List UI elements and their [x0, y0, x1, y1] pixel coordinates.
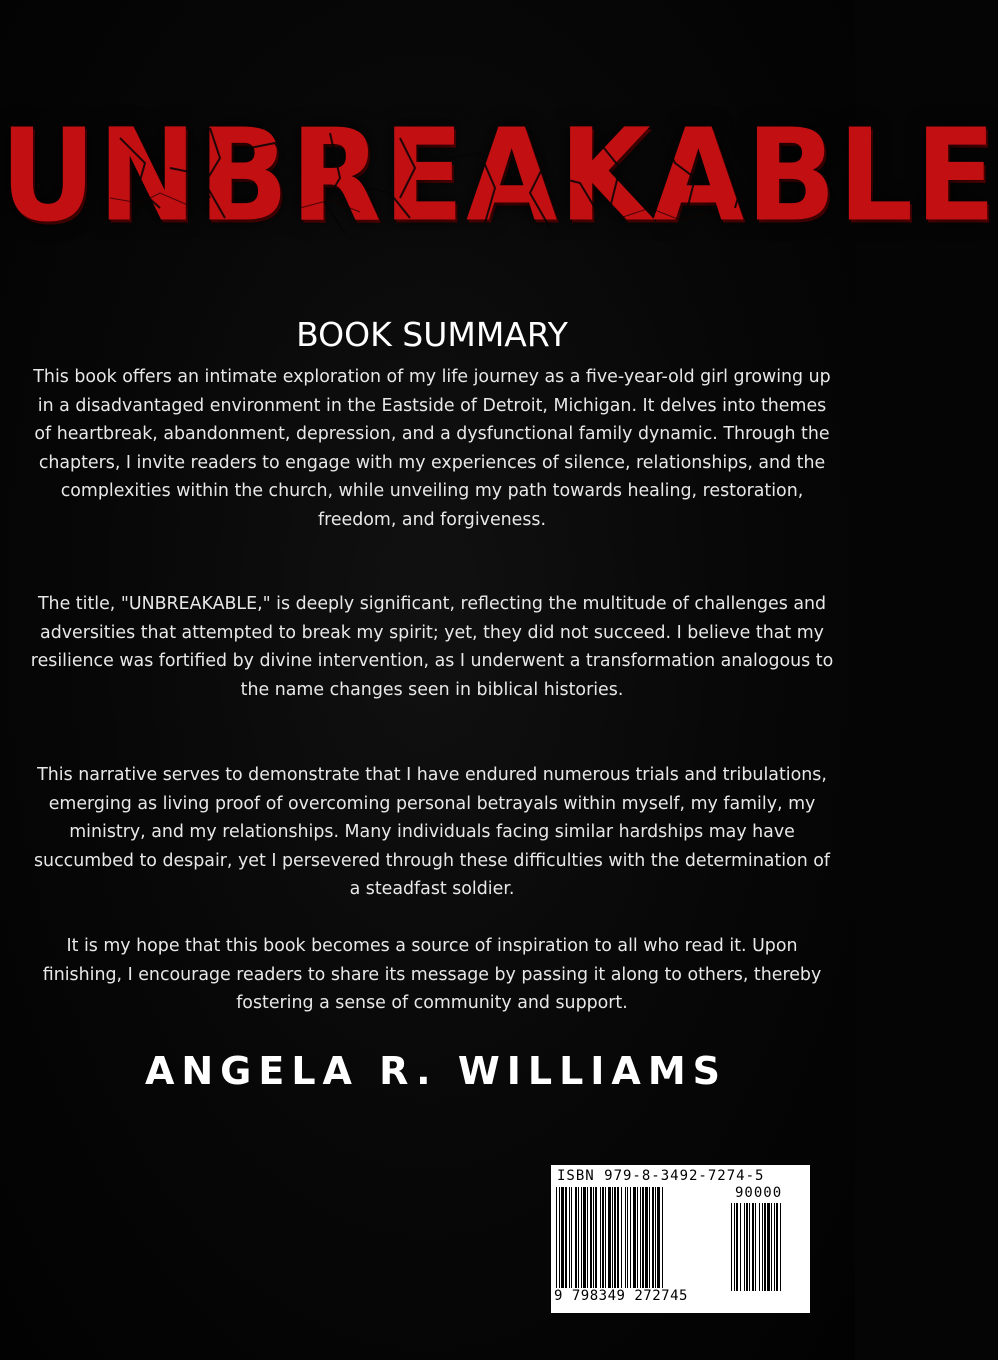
ean-digits: 9 798349 272745: [554, 1288, 688, 1304]
isbn-barcode: [551, 1165, 810, 1313]
summary-paragraph-1: This book offers an intimate exploration of my life journey as a five-year-old girl growing up in a disadvantaged environment in the Eastside of Detroit, Michigan. It delves into themes of heartbreak, abandonment, depression, and a dysfunctional family dynamic. Through the chapters, I invite readers to engage with my experiences of silence, relationships, and the complexities within the church, while unveiling my path towards healing, restoration, freedom, and forgiveness.: [33, 367, 831, 530]
author-name: ANGELA R. WILLIAMS: [144, 1049, 728, 1093]
summary-paragraph-2: The title, "UNBREAKABLE," is deeply significant, reflecting the multitude of challenges and adversities that attempted to break my spirit; yet, they did not succeed. I believe that my resilience was fortified by divine intervention, as I underwent a transformation analogous to the name changes seen in biblical histories.: [30, 594, 834, 700]
summary-heading: BOOK SUMMARY: [296, 315, 568, 354]
summary-paragraph-3: This narrative serves to demonstrate that I have endured numerous trials and tribulations, emerging as living proof of overcoming personal betrayals within myself, my family, my ministry, and my relationships. Many individuals facing similar hardships may have succumbed to despair, yet I persevered through these difficulties with the determination of a steadfast soldier.: [33, 765, 831, 900]
summary-paragraph-4: It is my hope that this book becomes a source of inspiration to all who read it. Upon finishing, I encourage readers to share its message by passing it along to others, thereby fostering a sense of community and support.: [42, 936, 822, 1014]
isbn-label: ISBN 979-8-3492-7274-5: [557, 1168, 765, 1184]
book-title: UNBREAKABLE: [0, 100, 998, 250]
price-code: 90000: [735, 1185, 783, 1201]
